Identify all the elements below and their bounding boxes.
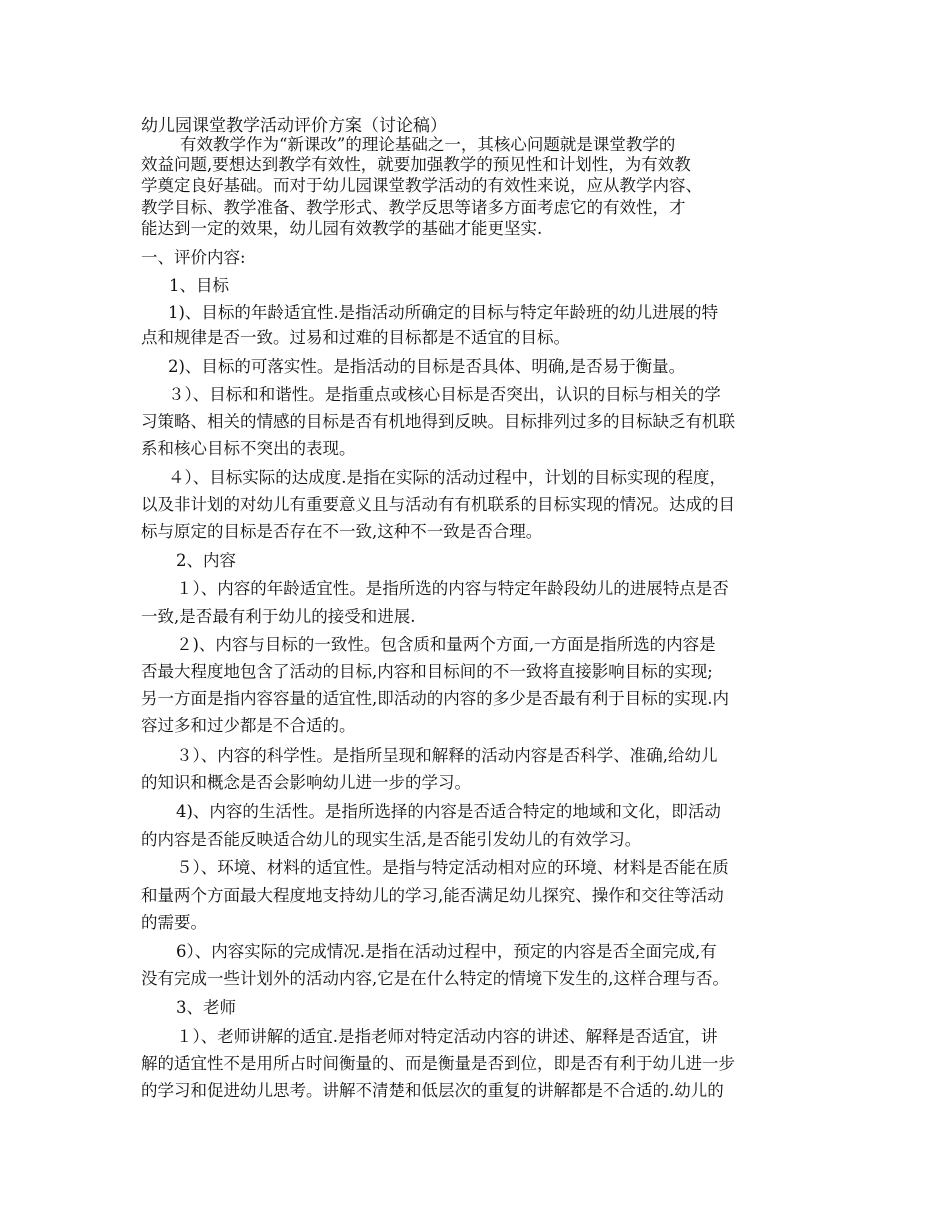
paragraph-line: 1)、目标的年龄适宜性.是指活动所确定的目标与特定年龄班的幼儿进展的特 <box>168 303 719 322</box>
section-heading: 一、评价内容: <box>141 248 246 267</box>
subsection-heading-goal: 1、目标 <box>169 276 229 295</box>
intro-line: 学奠定良好基础。而对于幼儿园课堂教学活动的有效性来说，应从教学内容、 <box>141 176 702 195</box>
paragraph-line: 没有完成一些计划外的活动内容,它是在什么特定的情境下发生的,这样合理与否。 <box>141 969 729 988</box>
paragraph-line: 容过多和过少都是不合适的。 <box>141 716 356 735</box>
intro-line: 有效教学作为“新课改”的理论基础之一，其核心问题就是课堂教学的 <box>180 135 676 154</box>
paragraph-line: 标与原定的目标是否存在不一致,这种不一致是否合理。 <box>141 522 543 541</box>
paragraph-line: 点和规律是否一致。过易和过难的目标都是不适宜的目标。 <box>141 328 570 347</box>
document-title: 幼儿园课堂教学活动评价方案（讨论稿） <box>141 116 447 136</box>
paragraph-line: ３）、目标和和谐性。是指重点或核心目标是否突出，认识的目标与相关的学 <box>168 385 721 404</box>
intro-line: 能达到一定的效果，幼儿园有效教学的基础才能更坚实. <box>141 219 543 238</box>
paragraph-line: 否最大程度地包含了活动的目标,内容和目标间的不一致将直接影响目标的实现; <box>141 662 713 681</box>
paragraph-line: １）、老师讲解的适宜.是指老师对特定活动内容的讲述、解释是否适宜，讲 <box>176 1027 718 1046</box>
paragraph-line: 习策略、相关的情感的目标是否有机地得到反映。目标排列过多的目标缺乏有机联 <box>141 412 735 431</box>
paragraph-line: 一致,是否最有利于幼儿的接受和进展. <box>141 607 416 626</box>
paragraph-line: 和量两个方面最大程度地支持幼儿的学习,能否满足幼儿探究、操作和交往等活动 <box>141 886 724 905</box>
subsection-heading-content: 2、内容 <box>176 551 236 570</box>
intro-line: 教学目标、教学准备、教学形式、教学反思等诸多方面考虑它的有效性，才 <box>141 198 686 217</box>
paragraph-line: 4)、内容的生活性。是指所选择的内容是否适合特定的地域和文化，即活动 <box>176 802 721 821</box>
paragraph-line: ４）、目标实际的达成度.是指在实际的活动过程中，计划的目标实现的程度， <box>168 468 726 487</box>
paragraph-line: 的需要。 <box>141 913 207 932</box>
paragraph-line: 的知识和概念是否会影响幼儿进一步的学习。 <box>141 773 471 792</box>
paragraph-line: 2)、目标的可落实性。是指活动的目标是否具体、明确,是否易于衡量。 <box>168 357 686 376</box>
paragraph-line: ５）、环境、材料的适宜性。是指与特定活动相对应的环境、材料是否能在质 <box>176 858 729 877</box>
paragraph-line: ３）、内容的科学性。是指所呈现和解释的活动内容是否科学、准确,给幼儿 <box>176 746 718 765</box>
paragraph-line: 解的适宜性不是用所占时间衡量的、而是衡量是否到位，即是否有利于幼儿进一步 <box>141 1054 735 1073</box>
paragraph-line: 另一方面是指内容容量的适宜性,即活动的内容的多少是否最有利于目标的实现.内 <box>141 689 729 708</box>
subsection-heading-teacher: 3、老师 <box>176 998 236 1017</box>
paragraph-line: 的学习和促进幼儿思考。讲解不清楚和低层次的重复的讲解都是不合适的.幼儿的 <box>141 1081 724 1100</box>
paragraph-line: 的内容是否能反映适合幼儿的现实生活,是否能引发幼儿的有效学习。 <box>141 830 642 849</box>
paragraph-line: １）、内容的年龄适宜性。是指所选的内容与特定年龄段幼儿的进展特点是否 <box>176 579 729 598</box>
intro-line: 效益问题,要想达到教学有效性，就要加强教学的预见性和计划性，为有效教 <box>141 155 691 174</box>
paragraph-line: 6）、内容实际的完成情况.是指在活动过程中，预定的内容是否全面完成,有 <box>176 942 717 961</box>
paragraph-line: 系和核心目标不突出的表现。 <box>141 439 356 458</box>
paragraph-line: ２)、内容与目标的一致性。包含质和量两个方面,一方面是指所选的内容是 <box>176 635 716 654</box>
paragraph-line: 以及非计划的对幼儿有重要意义且与活动有有机联系的目标实现的情况。达成的目 <box>141 495 735 514</box>
